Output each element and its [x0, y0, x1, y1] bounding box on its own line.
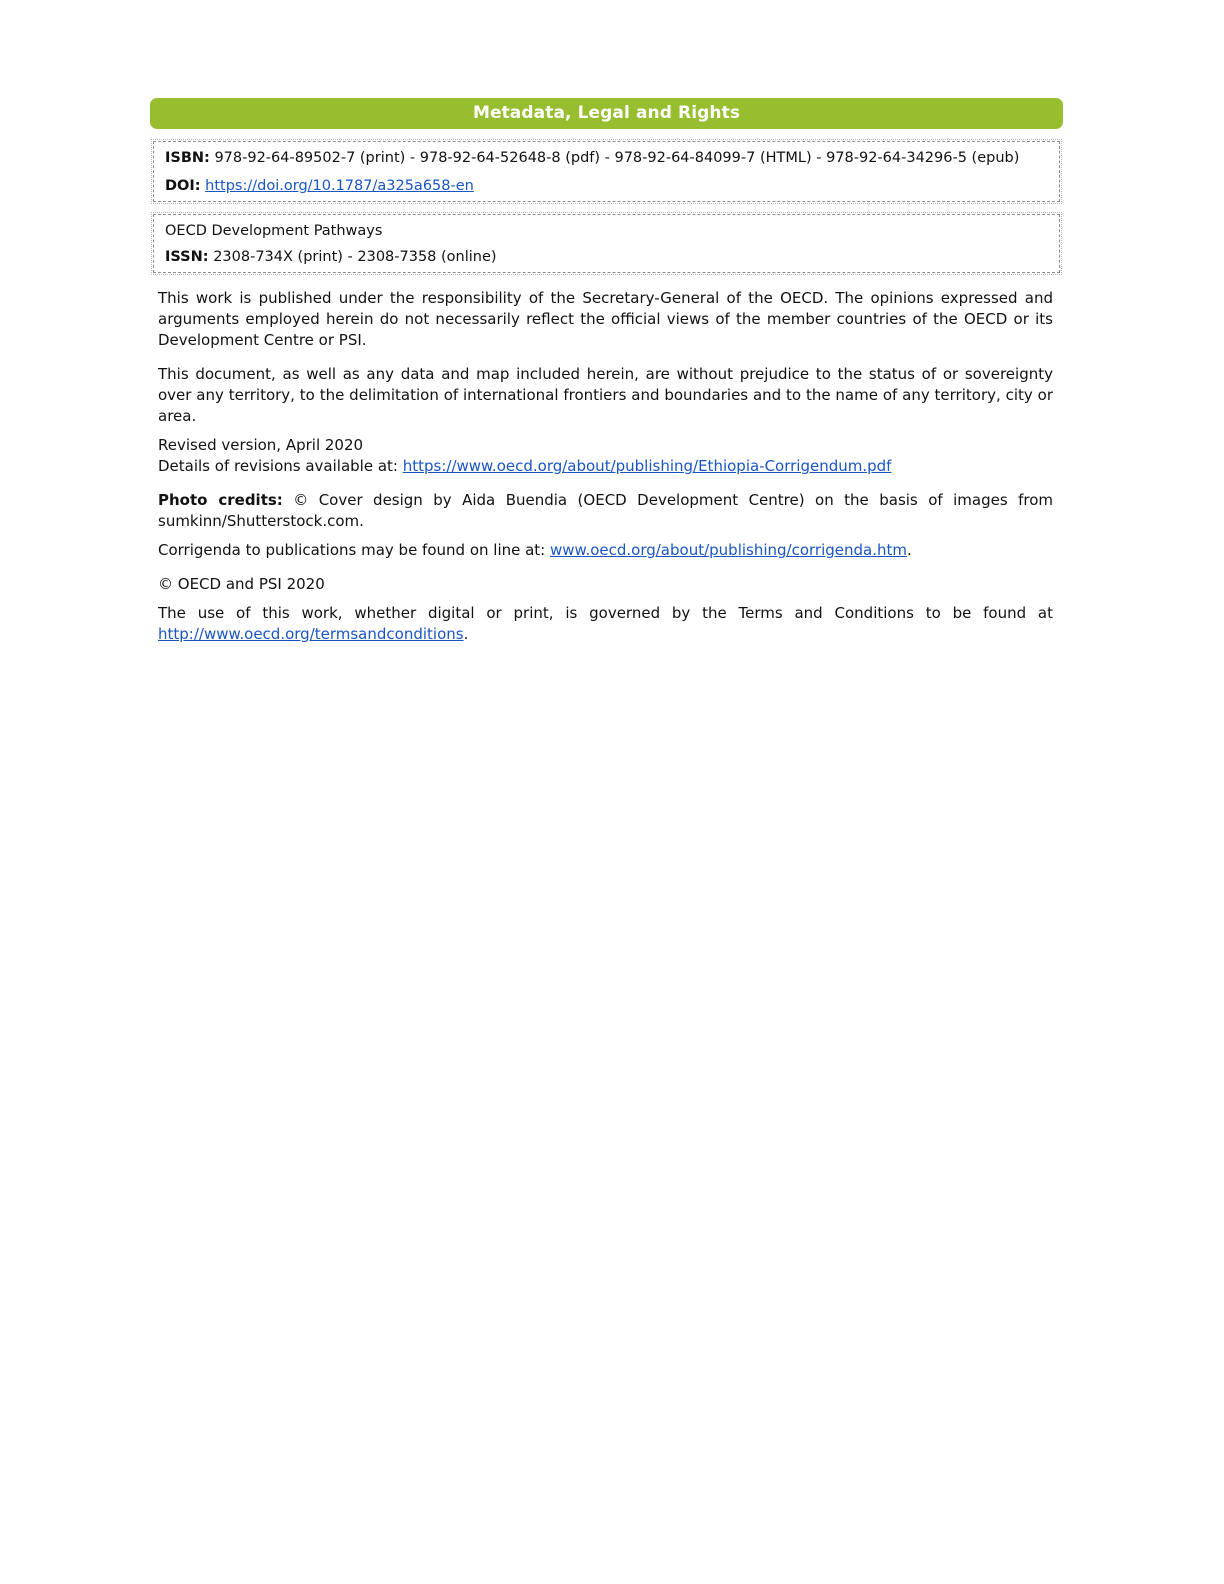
- terms-paragraph: [158, 603, 1053, 645]
- revised-version: Revised version, April 2020: [158, 436, 364, 454]
- banner-title: Metadata, Legal and Rights: [472, 103, 741, 123]
- doi-link[interactable]: https://doi.org/10.1787/a325a658-en: [205, 178, 474, 194]
- territory-paragraph: This document, as well as any data and map included herein, are without prejudice to the status of or sovereignty over any territory, to the delimitation of international frontiers and boundaries and to the name of any territory, city or area.: [158, 365, 1053, 425]
- issn-row: [165, 247, 1049, 268]
- isbn-value: 978-92-64-89502-7 (print) - 978-92-64-52648-8 (pdf) - 978-92-64-84099-7 (HTML) - 978-92-64-34296-5 (epub): [214, 150, 1020, 166]
- terms-link[interactable]: http://www.oecd.org/termsandconditions: [158, 625, 464, 643]
- photo-credits-text: © Cover design by Aida Buendia (OECD Development Centre) on the basis of images from sumkinn/Shutterstock.com.: [158, 491, 1053, 530]
- revisions-prefix: Details of revisions available at:: [158, 457, 403, 475]
- terms-prefix: The use of this work, whether digital or print, is governed by the Terms and Conditions to be found at: [158, 604, 1053, 622]
- corrigenda-suffix: .: [907, 541, 912, 559]
- responsibility-paragraph: This work is published under the responsibility of the Secretary-General of the OECD. The opinions expressed and arguments employed herein do not necessarily reflect the official views of the member countries of the OECD or its Development Centre or PSI.: [158, 289, 1053, 349]
- doi-row: [165, 176, 1049, 197]
- metadata-page: [150, 98, 1063, 645]
- isbn-row: [165, 148, 1049, 169]
- legal-text: [158, 288, 1053, 645]
- doi-label: DOI:: [165, 178, 201, 194]
- issn-label: ISSN:: [165, 249, 209, 265]
- terms-suffix: .: [463, 625, 469, 643]
- copyright-line: © OECD and PSI 2020: [158, 575, 325, 593]
- identifiers-box: [153, 141, 1060, 202]
- corrigenda-prefix: Corrigenda to publications may be found on line at:: [158, 541, 551, 559]
- photo-credits-paragraph: [158, 490, 1053, 532]
- revisions-paragraph: [158, 456, 1053, 477]
- corrigenda-link[interactable]: www.oecd.org/about/publishing/corrigenda.htm: [550, 541, 907, 559]
- series-box: [153, 214, 1060, 273]
- corrigenda-paragraph: [158, 540, 1053, 561]
- isbn-label: ISBN:: [165, 150, 210, 166]
- issn-value: 2308-734X (print) - 2308-7358 (online): [213, 249, 497, 265]
- series-name: OECD Development Pathways: [165, 223, 383, 239]
- section-banner: [150, 98, 1063, 129]
- revisions-link[interactable]: https://www.oecd.org/about/publishing/Ethiopia-Corrigendum.pdf: [402, 457, 892, 475]
- photo-credits-label: Photo credits:: [158, 491, 283, 509]
